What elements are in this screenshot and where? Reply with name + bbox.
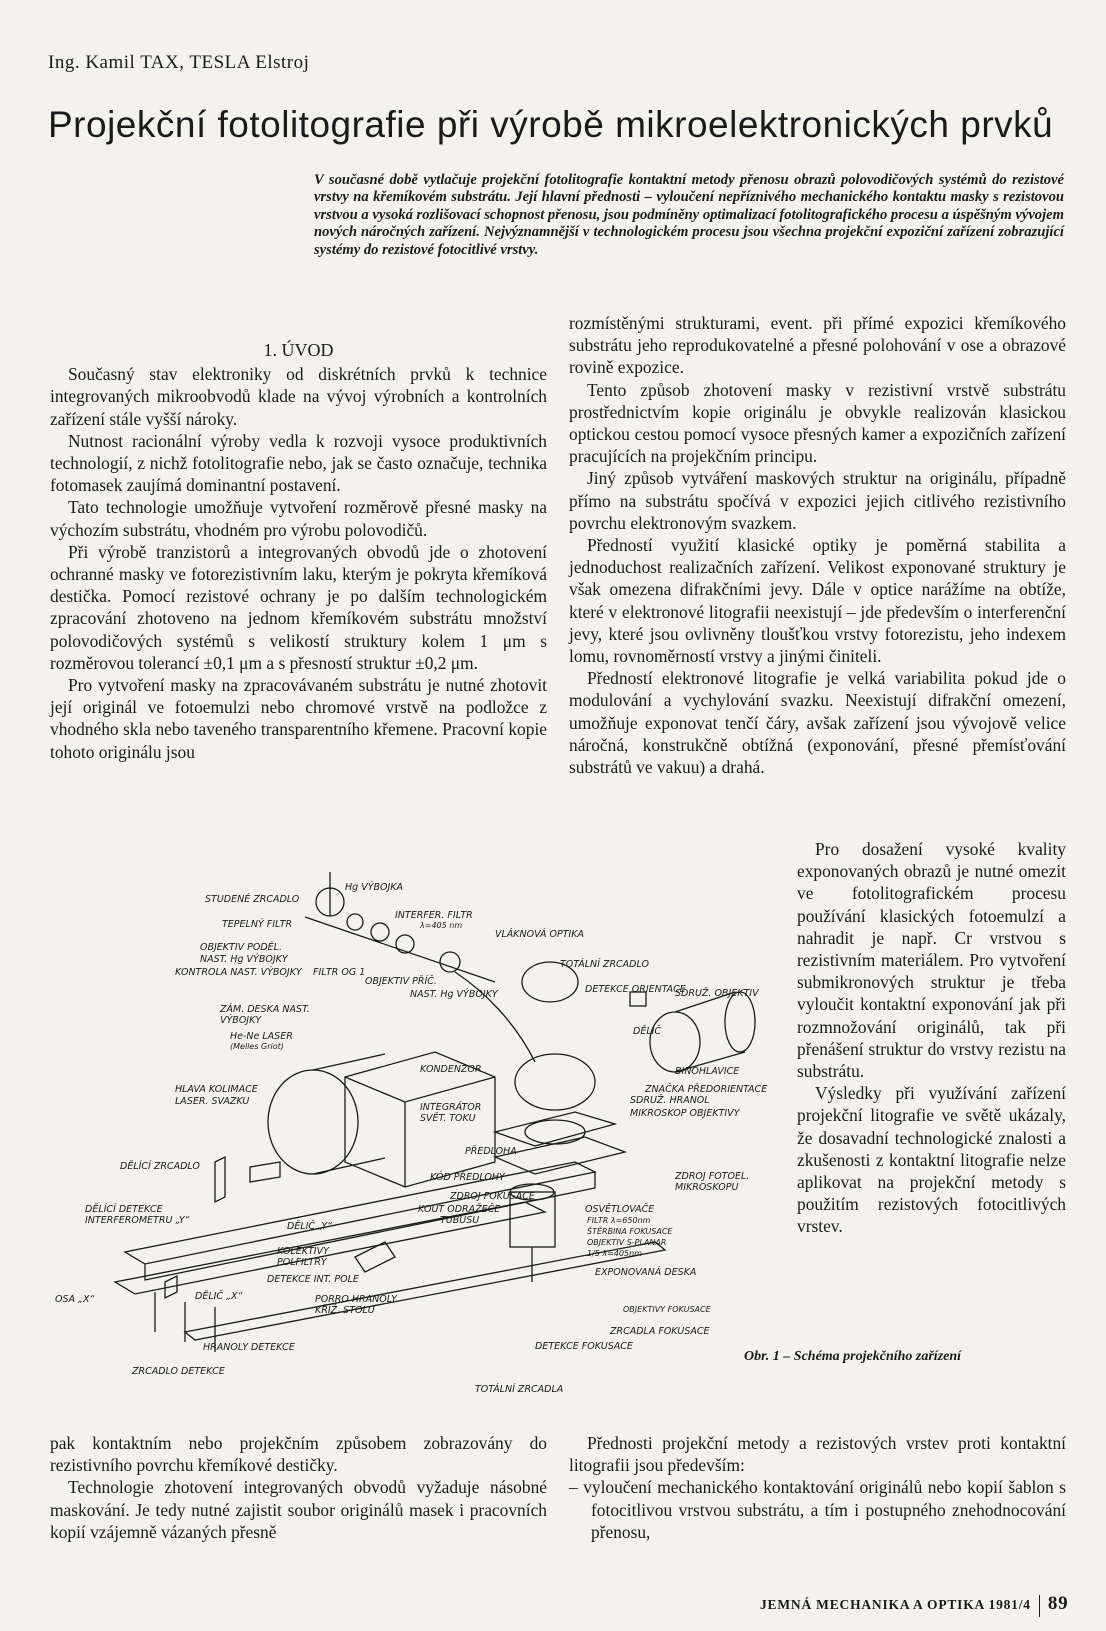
diagram-label: PŘEDLOHA <box>465 1146 517 1157</box>
diagram-label: MIKROSKOP OBJEKTIVY <box>630 1108 740 1119</box>
diagram-label: HRANOLY DETEKCE <box>203 1342 295 1353</box>
page-number: 89 <box>1047 1593 1069 1614</box>
diagram-label: TEPELNÝ FILTR <box>222 919 293 930</box>
paragraph: Předností využití klasické optiky je poměrná stabilita a jednoduchost realizačních zařízení. Velikost exponované struktury je však omezena difrakčními jevy. Dále v optice narážíme na obtíže, které v elektronové litografii neexistují – jde především o interferenční jevy, které jsou ovlivněny tloušťkou vrstvy fotorezistu, jeho indexem lomu, rovnoměrností vrstvy a jinými činiteli. <box>569 535 1066 667</box>
diagram-label: STUDENÉ ZRCADLO <box>205 894 300 905</box>
diagram-label: ZDROJ FOKUSACE <box>450 1191 535 1202</box>
diagram-label: SDRUŽ. HRANOL <box>630 1095 710 1106</box>
paragraph: Současný stav elektroniky od diskrétních prvků k technice integrovaných mikroobvodů klade na vývoj výrobních a kontrolních zařízení stále vyšší nároky. <box>50 364 547 429</box>
diagram-label: TOTÁLNÍ ZRCADLO <box>560 959 649 970</box>
paragraph: Tato technologie umožňuje vytvoření rozměrově přesné masky na výchozím substrátu, vhodném pro výrobu polovodičů. <box>50 497 547 540</box>
diagram-label: ZÁM. DESKA NAST. <box>220 1004 310 1015</box>
diagram-label: KONTROLA NAST. VÝBOJKY <box>175 967 302 978</box>
column-right-narrow <box>797 838 1066 1238</box>
diagram-label: POLFILTRY <box>277 1257 327 1268</box>
diagram-label: DETEKCE ORIENTACE <box>585 984 686 995</box>
author-line: Ing. Kamil TAX, TESLA Elstroj <box>48 52 310 73</box>
paragraph: pak kontaktním nebo projekčním způsobem zobrazovány do rezistivního povrchu křemíkové destičky. <box>50 1433 547 1476</box>
diagram-label: OBJEKTIV S-PLANAR <box>587 1238 667 1247</box>
column-right <box>569 312 1066 778</box>
abstract: V současné době vytlačuje projekční fotolitografie kontaktní metody přenosu obrazů polovodičových systémů do rezistové vrstvy na křemíkovém substrátu. Její hlavní přednosti – vyloučení nepříznivého mechanického kontaktu masky s rezistovou vrstvou a vysoká rozlišovací schopnost přenosu, jsou podmíněny optimalizací fotolitografického procesu a úspěšným vývojem nových náročných zařízení. Nejvýznamnější v technologickém procesu jsou všechna projekční expoziční zařízení zobrazující systémy do rezistové fotocitlivé vrstvy. <box>314 172 1064 258</box>
diagram-label: INTEGRÁTOR <box>420 1102 482 1113</box>
diagram-label: OSVĚTLOVAČE <box>585 1204 655 1215</box>
diagram-label: NAST. Hg VÝBOJKY <box>410 989 498 1000</box>
diagram-label: 1/5 λ=405nm <box>587 1249 642 1258</box>
diagram-label: λ=405 nm <box>420 921 463 930</box>
diagram-label: EXPONOVANÁ DESKA <box>595 1267 697 1278</box>
diagram-label: INTERFER. FILTR <box>395 910 473 921</box>
column-left-continued <box>50 1432 547 1543</box>
diagram-label: TOTÁLNÍ ZRCADLA <box>475 1384 564 1395</box>
paragraph: Výsledky při využívání zařízení projekční litografie ve světě ukázaly, že dosavadní technologické znalosti a zkušenosti z kontaktní litografie nelze aplikovat na projekční metody s použitím rezistových fotocitlivých vrstev. <box>797 1083 1066 1237</box>
paragraph: Přednosti projekční metody a rezistových vrstev proti kontaktní litografii jsou především: <box>569 1433 1066 1476</box>
journal-name: JEMNÁ MECHANIKA A OPTIKA 1981/4 <box>760 1597 1031 1612</box>
paragraph: Nutnost racionální výroby vedla k rozvoji vysoce produktivních technologií, z nichž fotolitografie nebo, jak se často označuje, technika fotomasek zaujímá dominantní postavení. <box>50 430 547 496</box>
paragraph: rozmístěnými strukturami, event. při přímé expozici křemíkového substrátu jeho reprodukovatelné a přesné polohování v ose a obrazové rovině expozice. <box>569 313 1066 378</box>
diagram-label: HLAVA KOLIMACE <box>175 1084 258 1095</box>
paragraph: Předností elektronové litografie je velká variabilita pokud jde o modulování a vychylování svazku. Neexistují difrakční omezení, umožňuje exponovat tenčí čáry, avšak zařízení jsou vývojově velice náročná, konstrukčně obtížná (exponování, přesné přemísťování substrátů ve vakuu) a drahá. <box>569 668 1066 778</box>
diagram-label: DĚLÍCÍ DETEKCE <box>85 1204 163 1215</box>
diagram-label: MIKROSKOPU <box>675 1182 739 1193</box>
footer-divider <box>1039 1595 1040 1617</box>
diagram-label: He-Ne LASER <box>230 1031 293 1042</box>
diagram-label: KOUT ODRAŽEČE <box>418 1204 501 1215</box>
diagram-label: DETEKCE FOKUSACE <box>535 1341 633 1352</box>
column-left <box>50 339 547 763</box>
diagram-label: ZDROJ FOTOEL. <box>675 1171 750 1182</box>
diagram-label: KÓD PŘEDLOHY <box>430 1172 505 1183</box>
list-item: – vyloučení mechanického kontaktování originálů nebo kopií šablon s fotocitlivou vrstvou substrátu, a tím i postupného znehodnocování přenosu, <box>569 1477 1066 1542</box>
diagram-label: FILTR λ=650nm <box>587 1216 651 1225</box>
diagram-label: SDRUŽ. OBJEKTIV <box>675 988 759 999</box>
page-footer <box>760 1593 1068 1617</box>
diagram-label: DĚLIČ „Y“ <box>287 1221 332 1232</box>
diagram-label: ZRCADLO DETEKCE <box>132 1366 225 1377</box>
diagram-label: OBJEKTIVY FOKUSACE <box>623 1305 711 1314</box>
column-right-continued <box>569 1432 1066 1543</box>
diagram-label: INTERFEROMETRU „Y“ <box>85 1215 190 1226</box>
diagram-label: BINOHLAVICE <box>675 1066 740 1077</box>
diagram-label: ZRCADLA FOKUSACE <box>610 1326 710 1337</box>
diagram-label: LASER. SVAZKU <box>175 1096 250 1107</box>
diagram-label: DĚLÍCÍ ZRCADLO <box>120 1161 200 1172</box>
paragraph: Pro vytvoření masky na zpracovávaném substrátu je nutné zhotovit její originál ve fotoemulzi nebo chromové vrstvě na podložce z vhodného skla nebo taveného transparentního křemene. Pracovní kopie tohoto originálu jsou <box>50 675 547 762</box>
section-heading: 1. ÚVOD <box>263 340 334 360</box>
diagram-label: VÝBOJKY <box>220 1015 262 1026</box>
diagram-label: ŠTĚRBINA FOKUSACE <box>587 1227 673 1236</box>
paragraph: Pro dosažení vysoké kvality exponovaných obrazů je nutné omezit ve fotolitografickém procesu používání klasických fotoemulzí a nahradit je např. Cr vrstvou s rezistivním materiálem. Pro vytvoření submikronových struktur je třeba vyloučit kontaktní exponování jak při rozmnožování originálů, tak při přenášení struktur do vrstvy rezistu na substrátu. <box>797 839 1066 1082</box>
diagram-label: FILTR OG 1 <box>313 967 366 978</box>
diagram-label: SVĚT. TOKU <box>420 1113 476 1124</box>
paragraph: Tento způsob zhotovení masky v rezistivní vrstvě substrátu prostřednictvím kopie originálu je obvykle realizován klasickou optickou cestou pomocí vysoce přesných kamer a expozičních zařízení pracujících na projekčním principu. <box>569 379 1066 467</box>
diagram-label: KŘÍŽ. STOLU <box>315 1305 375 1316</box>
paragraph: Při výrobě tranzistorů a integrovaných obvodů jde o zhotovení ochranné masky ve fotorezistivním laku, kterým je pokryta křemíková destička. Pomocí rezistové ochrany je po dalším technologickém zpracování zhotoveno na jednom křemíkovém substrátu množství polovodičových systémů s velikostí struktury kolem 1 μm s rozměrovou tolerancí ±0,1 μm a s přesností struktur ±0,2 μm. <box>50 541 547 673</box>
diagram-label: KOLEKTIVY <box>277 1246 329 1257</box>
diagram-label: DĚLIČ „X“ <box>195 1291 243 1302</box>
diagram-label: DETEKCE INT. POLE <box>267 1274 359 1285</box>
diagram-label: OSA „X“ <box>55 1294 95 1305</box>
diagram-label: DĚLIČ <box>633 1026 662 1037</box>
page-title: Projekční fotolitografie při výrobě mikroelektronických prvků <box>48 104 1054 145</box>
diagram-label: KONDENZOR <box>420 1064 482 1075</box>
diagram-label: PORRO HRANOLY <box>315 1294 397 1305</box>
projection-device-schematic <box>55 862 795 1402</box>
diagram-label: TUBUSU <box>440 1215 480 1226</box>
diagram-label: (Melles Griot) <box>230 1042 284 1051</box>
paragraph: Technologie zhotovení integrovaných obvodů vyžaduje násobné maskování. Je tedy nutné zajistit soubor originálů masek i pracovních kopií vzájemně vázaných přesně <box>50 1477 547 1542</box>
diagram-label: Hg VÝBOJKA <box>345 882 404 893</box>
diagram-label: OBJEKTIV PODÉL. <box>200 942 282 953</box>
diagram-label: VLÁKNOVÁ OPTIKA <box>495 929 585 940</box>
diagram-label: NAST. Hg VÝBOJKY <box>200 954 288 965</box>
diagram-label: OBJEKTIV PŘÍČ. <box>365 976 437 987</box>
paragraph: Jiný způsob vytváření maskových struktur na originálu, případně přímo na substrátu spočívá v expozici jejich citlivého rezistivního povrchu elektronovým svazkem. <box>569 468 1066 533</box>
figure-caption: Obr. 1 – Schéma projekčního zařízení <box>744 1349 962 1364</box>
diagram-label: ZNAČKA PŘEDORIENTACE <box>645 1084 768 1095</box>
